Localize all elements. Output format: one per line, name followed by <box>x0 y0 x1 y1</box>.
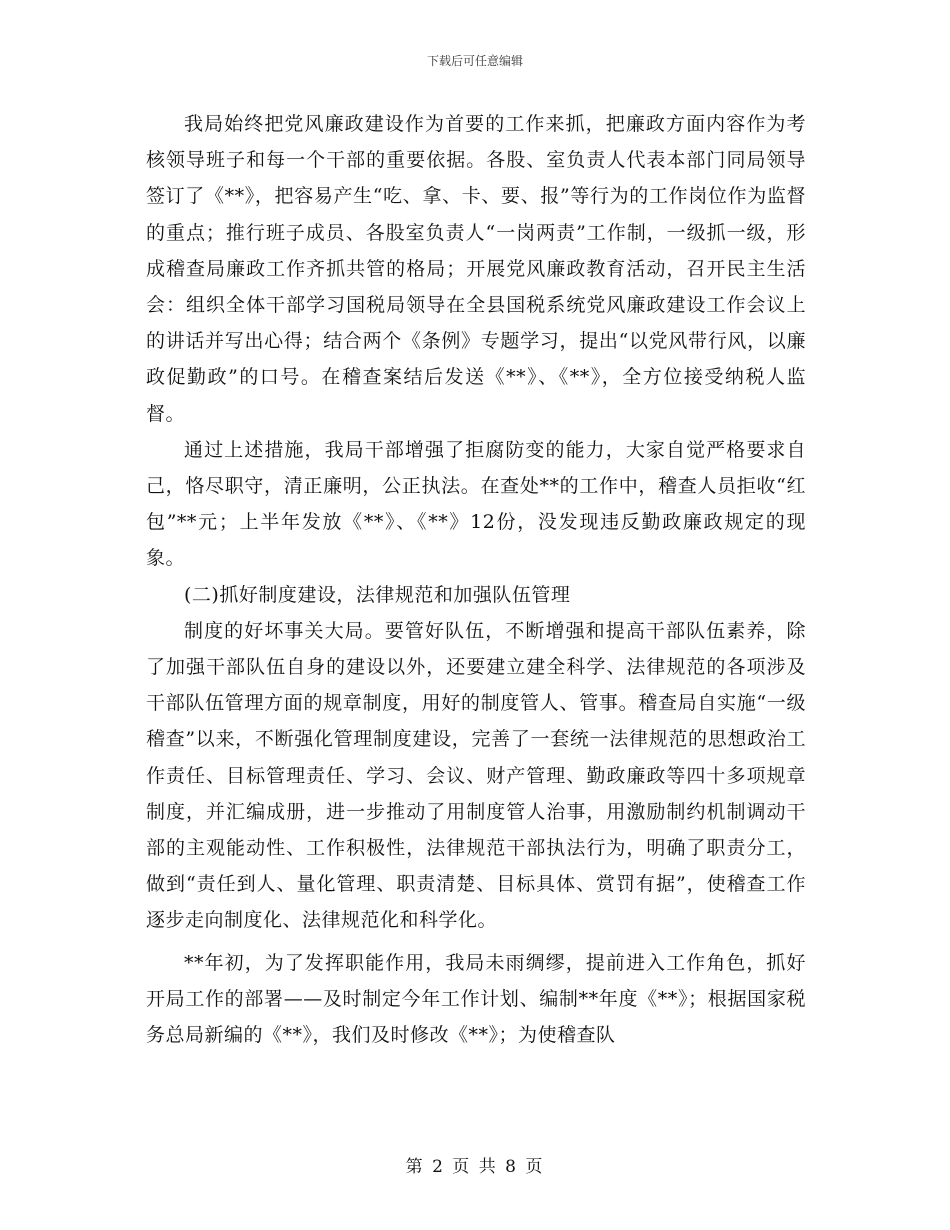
paragraph-system-importance: 制度的好坏事关大局。要管好队伍，不断增强和提高干部队伍素养，除了加强干部队伍自身的建设以外，还要建立建全科学、法律规范的各项涉及干部队伍管理方面的规章制度，用好的制度管人、管事。稽查局自实施“一级稽查”以来，不断强化管理制度建设，完善了一套统一法律规范的思想政治工作责任、目标管理责任、学习、会议、财产管理、勤政廉政等四十多项规章制度，并汇编成册，进一步推动了用制度管人治事，用激励制约机制调动干部的主观能动性、工作积极性，法律规范干部执法行为，明确了职责分工，做到“责任到人、量化管理、职责清楚、目标具体、赏罚有据”，使稽查工作逐步走向制度化、法律规范化和科学化。 <box>146 619 806 932</box>
paragraph-party-conduct: 我局始终把党风廉政建设作为首要的工作来抓，把廉政方面内容作为考核领导班子和每一个干部的重要依据。各股、室负责人代表本部门同局领导签订了《**》，把容易产生“吃、拿、卡、要、报”等行为的工作岗位作为监督的重点；推行班子成员、各股室负责人“一岗两责”工作制，一级抓一级，形成稽查局廉政工作齐抓共管的格局；开展党风廉政教育活动，召开民主生活会：组织全体干部学习国税局领导在全县国税系统党风廉政建设工作会议上的讲话并写出心得；结合两个《条例》专题学习，提出“以党风带行风，以廉政促勤政”的口号。在稽查案结后发送《**》、《**》，全方位接受纳税人监督。 <box>146 113 806 425</box>
paragraph-measures-results: 通过上述措施，我局干部增强了拒腐防变的能力，大家自觉严格要求自己，恪尽职守，清正廉明，公正执法。在查处**的工作中，稽查人员拒收“红包”**元；上半年发放《**》、《**》12份，没发现违反勤政廉政规定的现象。 <box>146 438 806 570</box>
section-heading-system-building: (二)抓好制度建设，法律规范和加强队伍管理 <box>184 583 571 606</box>
page-number: 第 2 页 共 8 页 <box>405 1157 545 1177</box>
page-header-note: 下载后可任意编辑 <box>426 54 523 68</box>
paragraph-year-start-work: **年初，为了发挥职能作用，我局未雨绸缪，提前进入工作角色，抓好开局工作的部署——及时制定今年工作计划、编制**年度《**》；根据国家税务总局新编的《**》，我们及时修改《**》；为使稽查队 <box>146 951 806 1047</box>
document-body <box>146 106 806 1053</box>
